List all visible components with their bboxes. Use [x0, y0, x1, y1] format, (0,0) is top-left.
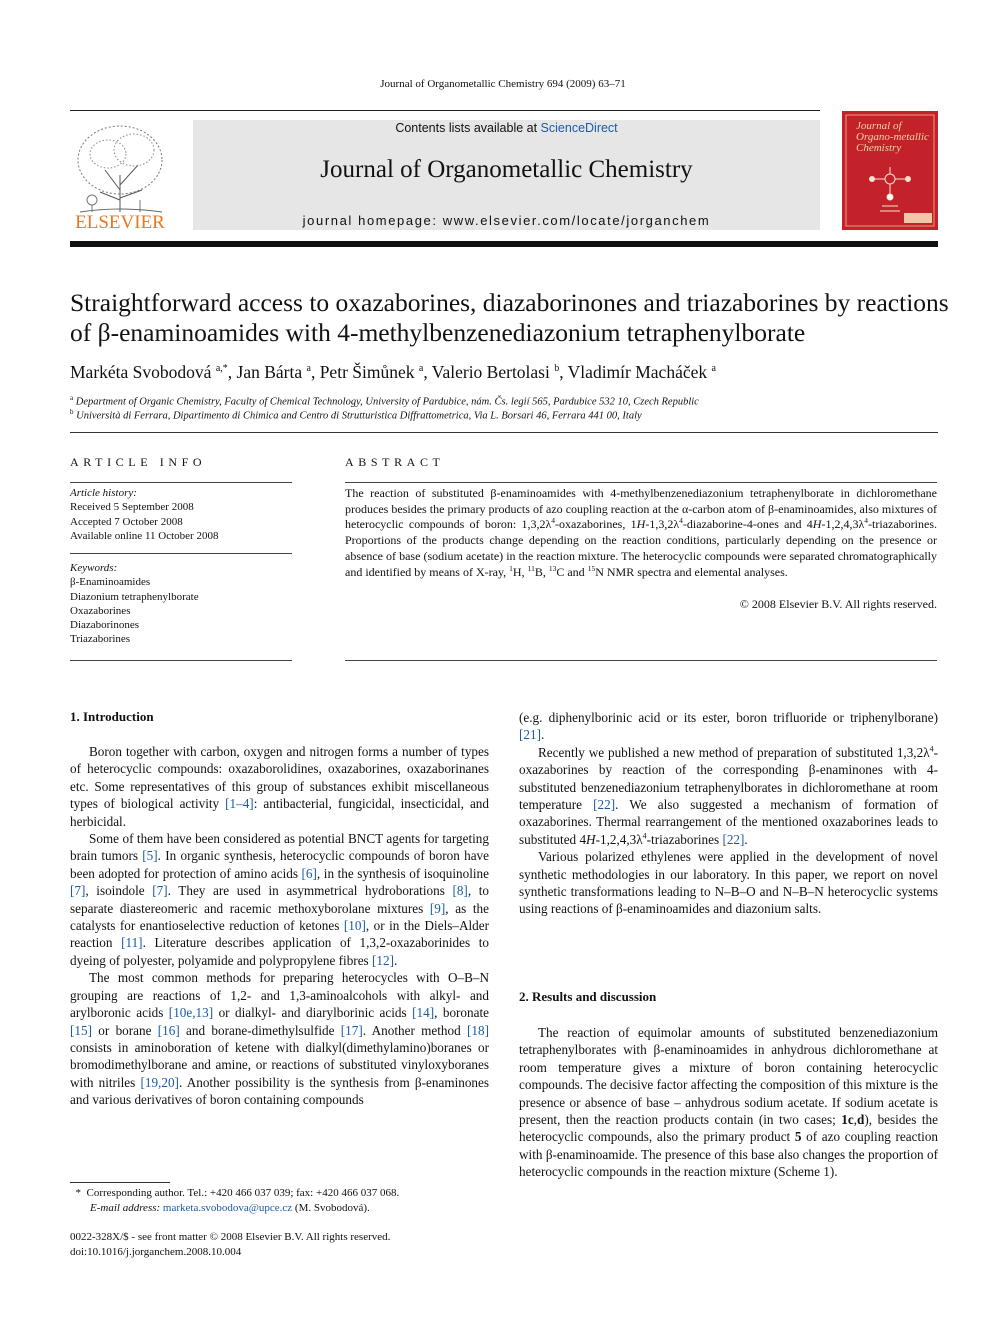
citation-link[interactable]: [22]	[722, 831, 745, 847]
citation-link[interactable]: [15]	[70, 1022, 92, 1038]
divider	[345, 482, 937, 483]
footnote-rule	[70, 1182, 170, 1183]
citation-link[interactable]: [21]	[519, 727, 541, 743]
history-label: Article history:	[70, 487, 137, 499]
section-heading-results: 2. Results and discussion	[519, 989, 657, 1004]
intro-body	[70, 743, 489, 1109]
author-affil-mark: a,*	[215, 363, 228, 375]
contents-line	[193, 121, 820, 135]
divider	[70, 660, 292, 661]
journal-title: Journal of Organometallic Chemistry	[320, 156, 693, 183]
author-affil-mark: b	[554, 363, 560, 375]
divider	[70, 482, 292, 483]
history-item: Accepted 7 October 2008	[70, 515, 183, 528]
history-item: Received 5 September 2008	[70, 501, 194, 514]
paragraph: Recently we published a new method of preparation of substituted $1,3,2\lambda^4$-oxazaborines by reaction of the corresponding β-enaminones with 4-substituted benzenediazonium tetraphenylborates in dichloromethane at room temperature [22]. We also suggested a mechanism of formation of oxazaborines. Thermal rearrangement of the mentioned oxazaborines leads to substituted $4H-1,2,4,3\lambda^4$-triazaborines [22].	[519, 744, 938, 847]
keyword: Oxazaborines	[70, 604, 131, 617]
citation-link[interactable]: [16]	[157, 1022, 180, 1038]
section-heading-introduction: 1. Introduction	[70, 709, 154, 724]
elsevier-logo	[70, 120, 170, 232]
paragraph: Some of them have been considered as potential BNCT agents for targeting brain tumors [5]. In organic synthesis, heterocyclic compounds of boron have been adopted for protection of amino acids [6], in the synthesis of isoquinoline [7], isoindole [7]. They are used in asymmetrical hydroborations [8], to separate diastereomeric and racemic methoxyborolane mixtures [9], as the catalysts for enantioselective reduction of ketones [10], or in the Diels–Alder reaction [11]. Literature describes application of 1,3,2-oxazaborinides to dyeing of polyester, polyamide and polypropylene fibres [12].	[70, 831, 489, 968]
keywords-label: Keywords:	[70, 562, 118, 574]
header-rule	[70, 110, 820, 111]
citation-link[interactable]: [8]	[452, 883, 468, 899]
citation-link[interactable]: [12]	[371, 952, 394, 968]
author-affil-mark: a	[306, 363, 311, 375]
abstract-text: The reaction of substituted β-enaminoamides with 4-methylbenzenediazonium tetraphenylborate in dichloromethane produces besides the primary products of azo coupling reaction at the α-carbon atom of β-enaminoamides, also mixtures of heterocyclic compounds of boron: $1,3,2\lambda^4$-oxazaborines, $1H-1,3,2\lambda^4-diazaborine-4$-ones and $4H-1,2,4,3\lambda^4$-triazaborines. Proportions of the products change depending on the reaction conditions, particularly depending on the presence or absence of base (sodium acetate) in the reaction mixture. The heterocyclic compounds were separated chromatographically and identified by means of X-ray, $^1$H, $^{11}$B, $^{13}$C and $^{15}$N NMR spectra and elemental analyses.	[345, 486, 937, 579]
author[interactable]: Markéta Svobodová	[70, 362, 212, 382]
paragraph: Various polarized ethylenes were applied in the development of novel synthetic methodologies in our laboratory. In this paper, we report on novel synthetic transformations leading to N–B–O and N–B–N heterocyclic systems using reactions of β-enaminoamides and diazonium salts.	[519, 849, 938, 917]
citation-link[interactable]: [19,20]	[140, 1074, 179, 1090]
citation-link[interactable]: [11]	[121, 935, 143, 951]
citation-link[interactable]: [1–4]	[225, 796, 254, 812]
issn-doi-block	[70, 1230, 390, 1259]
citation-link[interactable]: [6]	[301, 865, 317, 881]
article-history	[70, 486, 292, 543]
citation-link[interactable]: [10]	[343, 918, 366, 934]
keyword: Triazaborines	[70, 633, 131, 646]
keyword: Diazaborinones	[70, 619, 140, 632]
footnote-text: Corresponding author. Tel.: +420 466 037 039; fax: +420 466 037 068.	[86, 1187, 400, 1199]
article-info-heading: ARTICLE INFO	[70, 455, 207, 469]
author-affil-mark: a	[418, 363, 424, 375]
paragraph: The most common methods for preparing heterocycles with O–B–N grouping are reactions of 1,2- and 1,3-aminoalcohols with alkyl- and arylboronic acids [10e,13] or dialkyl- and diarylborinic acids [14], boronate [15] or borane [16] and borane-dimethylsulfide [17]. Another method [18] consists in aminoboration of ketene with dialkyl(dimethylamino)boranes or bromodimethylborane and amine, or reactions of substituted vinyloxyboranes with nitriles [19,20]. Another possibility is the synthesis from β-enaminones and various derivatives of boron containing compounds	[70, 970, 490, 1108]
keyword: β-Enaminoamides	[70, 576, 151, 589]
keyword: Diazonium tetraphenylborate	[70, 590, 199, 603]
affiliation-b: $^b$ Università di Ferrara, Dipartimento di Chimica and Centro di Strutturistica Diffrattometrica, Via L. Borsari 46, Ferrara 441 00, Italy	[70, 408, 642, 422]
divider	[70, 432, 938, 433]
citation-link[interactable]: [18]	[467, 1022, 489, 1038]
divider	[70, 553, 292, 554]
corresponding-author-footnote: * Corresponding author. Tel.: +420 466 037 039; fax: +420 466 037 068. E-mail address: marketa.svobodova@upce.cz (M. Svobodová).	[70, 1187, 400, 1214]
keywords	[70, 561, 292, 647]
paragraph: The reaction of equimolar amounts of substituted benzenediazonium tetraphenylborates with β-enaminoamides in anhydrous dichloromethane at room temperature gives a mixture of boron containing heterocyclic compounds. The decisive factor affecting the composition of this mixture is the presence or absence of base – anhydrous sodium acetate. If sodium acetate is present, then the reaction products contain (in two cases; 1c,d), besides the heterocyclic compounds, also the primary product 5 of azo coupling reaction with β-enaminoamide. The presence of this base also changes the proportion of heterocyclic compounds in the reaction mixture (Scheme 1).	[519, 1025, 939, 1180]
journal-homepage-link[interactable]: journal homepage: www.elsevier.com/locate/jorganchem	[302, 213, 711, 228]
issn-line: 0022-328X/$ - see front matter © 2008 Elsevier B.V. All rights reserved.	[70, 1231, 391, 1243]
citation-link[interactable]: [22]	[593, 797, 616, 813]
divider	[345, 660, 937, 661]
author-list: Markéta Svobodová $^{a,*}$, Jan Bárta $^a$, Petr Šimůnek $^a$, Valerio Bertolasi $^b$, Vladimír Macháček $^a$	[70, 362, 716, 382]
history-item: Available online 11 October 2008	[70, 529, 219, 542]
article-title: Straightforward access to oxazaborines, diazaborinones and triazaborines by reactions of β-enaminoamides with 4-methylbenzenediazonium tetraphenylborate	[70, 288, 949, 347]
citation-link[interactable]: [9]	[429, 900, 446, 916]
citation-link[interactable]: [10e,13]	[168, 1005, 214, 1021]
author-affil-mark: a	[711, 363, 716, 375]
results-body	[519, 1024, 938, 1181]
abstract-heading: ABSTRACT	[345, 455, 445, 469]
author[interactable]: Valerio Bertolasi	[431, 362, 550, 382]
email-suffix: (M. Svobodová).	[292, 1201, 370, 1214]
paragraph: (e.g. diphenylborinic acid or its ester, boron trifluoride or triphenylborane) [21].	[519, 710, 938, 743]
copyright: © 2008 Elsevier B.V. All rights reserved.	[739, 597, 937, 611]
author[interactable]: Petr Šimůnek	[319, 362, 415, 382]
contents-prefix: Contents lists available at	[395, 121, 541, 135]
author[interactable]: Vladimír Macháček	[567, 362, 708, 382]
citation-link[interactable]: [7]	[152, 883, 168, 899]
email-link[interactable]: marketa.svobodova@upce.cz	[162, 1201, 293, 1214]
author[interactable]: Jan Bárta	[236, 362, 303, 382]
citation-link[interactable]: [17]	[340, 1022, 363, 1038]
citation-link[interactable]: [5]	[142, 848, 158, 864]
affiliation-a: $^a$ Department of Organic Chemistry, Faculty of Chemical Technology, University of Pardubice, nám. Čs. legií 565, Pardubice 532 10, Czech Republic	[70, 394, 699, 408]
header-rule-thick	[70, 241, 938, 247]
citation-link[interactable]: [14]	[412, 1005, 435, 1021]
cover-title: Journal of Organo-metallic Chemistry	[856, 120, 929, 154]
sciencedirect-link[interactable]: ScienceDirect	[540, 121, 618, 135]
journal-reference: Journal of Organometallic Chemistry 694 (2009) 63–71	[380, 78, 626, 90]
elsevier-wordmark: ELSEVIER	[75, 212, 165, 232]
doi-link[interactable]: doi:10.1016/j.jorganchem.2008.10.004	[70, 1245, 242, 1258]
intro-body-continued	[519, 709, 938, 918]
citation-link[interactable]: [7]	[70, 883, 86, 899]
paragraph: Boron together with carbon, oxygen and nitrogen forms a number of types of heterocyclic compounds: oxazaborolidines, oxazaborines, oxazaborinanes etc. Some representatives of this group of substances exhibit miscellaneous types of biological activity [1–4]: antibacterial, fungicidal, insecticidal, and herbicidal.	[70, 744, 489, 829]
email-label: E-mail address:	[90, 1201, 161, 1214]
